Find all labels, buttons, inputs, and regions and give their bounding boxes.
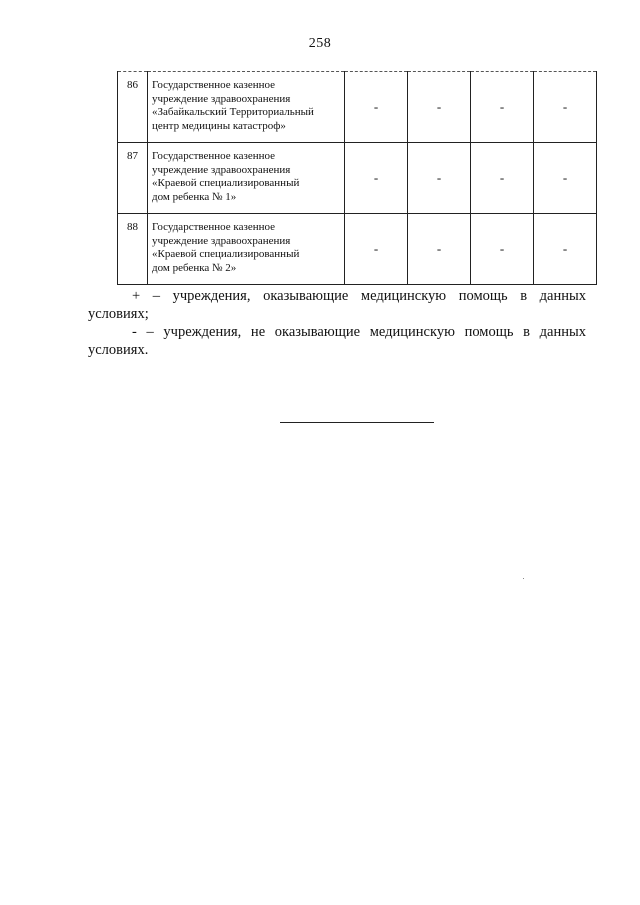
mark-cell: - xyxy=(471,143,534,214)
institution-name-line: дом ребенка № 1» xyxy=(152,190,237,203)
mark-cell: - xyxy=(534,72,597,143)
institution-name-line: центр медицины катастроф» xyxy=(152,119,286,132)
legend-minus-line: условиях. xyxy=(88,342,149,358)
institution-name-line: дом ребенка № 2» xyxy=(152,261,237,274)
closing-rule xyxy=(280,422,434,423)
mark-cell: - xyxy=(471,72,534,143)
legend-plus xyxy=(88,287,586,323)
legend-minus-line: - – учреждения, не оказывающие медицинскую помощь в данных xyxy=(132,324,586,340)
mark-cell: - xyxy=(408,143,471,214)
row-number: 87 xyxy=(118,143,148,214)
mark-cell: - xyxy=(534,143,597,214)
mark-cell: - xyxy=(345,214,408,285)
institution-name-line: «Краевой специализированный xyxy=(152,177,300,189)
mark-cell: - xyxy=(534,214,597,285)
institution-name xyxy=(148,143,345,214)
mark-cell: - xyxy=(345,72,408,143)
institution-name-line: учреждение здравоохранения xyxy=(152,92,291,105)
mark-cell: - xyxy=(408,72,471,143)
page-number: 258 xyxy=(308,36,332,51)
legend-plus-line: + – учреждения, оказывающие медицинскую помощь в данных xyxy=(132,288,586,304)
legend-plus-line: условиях; xyxy=(88,306,149,322)
institution-name-line: учреждение здравоохранения xyxy=(152,234,291,247)
legend-minus xyxy=(88,323,586,359)
row-number: 86 xyxy=(118,72,148,143)
mark-cell: - xyxy=(345,143,408,214)
institution-name-line: Государственное казенное xyxy=(152,79,276,91)
institution-name xyxy=(148,72,345,143)
table-row xyxy=(118,72,597,143)
table-row xyxy=(118,143,597,214)
table-row xyxy=(118,214,597,285)
institution-name-line: учреждение здравоохранения xyxy=(152,163,291,176)
mark-cell: - xyxy=(471,214,534,285)
institution-name xyxy=(148,214,345,285)
institution-name-line: Государственное казенное xyxy=(152,221,276,233)
scan-speck xyxy=(523,578,524,579)
mark-cell: - xyxy=(408,214,471,285)
institution-name-line: «Забайкальский Территориальный xyxy=(152,106,314,118)
institution-name-line: «Краевой специализированный xyxy=(152,248,300,260)
institution-name-line: Государственное казенное xyxy=(152,150,276,162)
row-number: 88 xyxy=(118,214,148,285)
institutions-table xyxy=(117,71,597,285)
